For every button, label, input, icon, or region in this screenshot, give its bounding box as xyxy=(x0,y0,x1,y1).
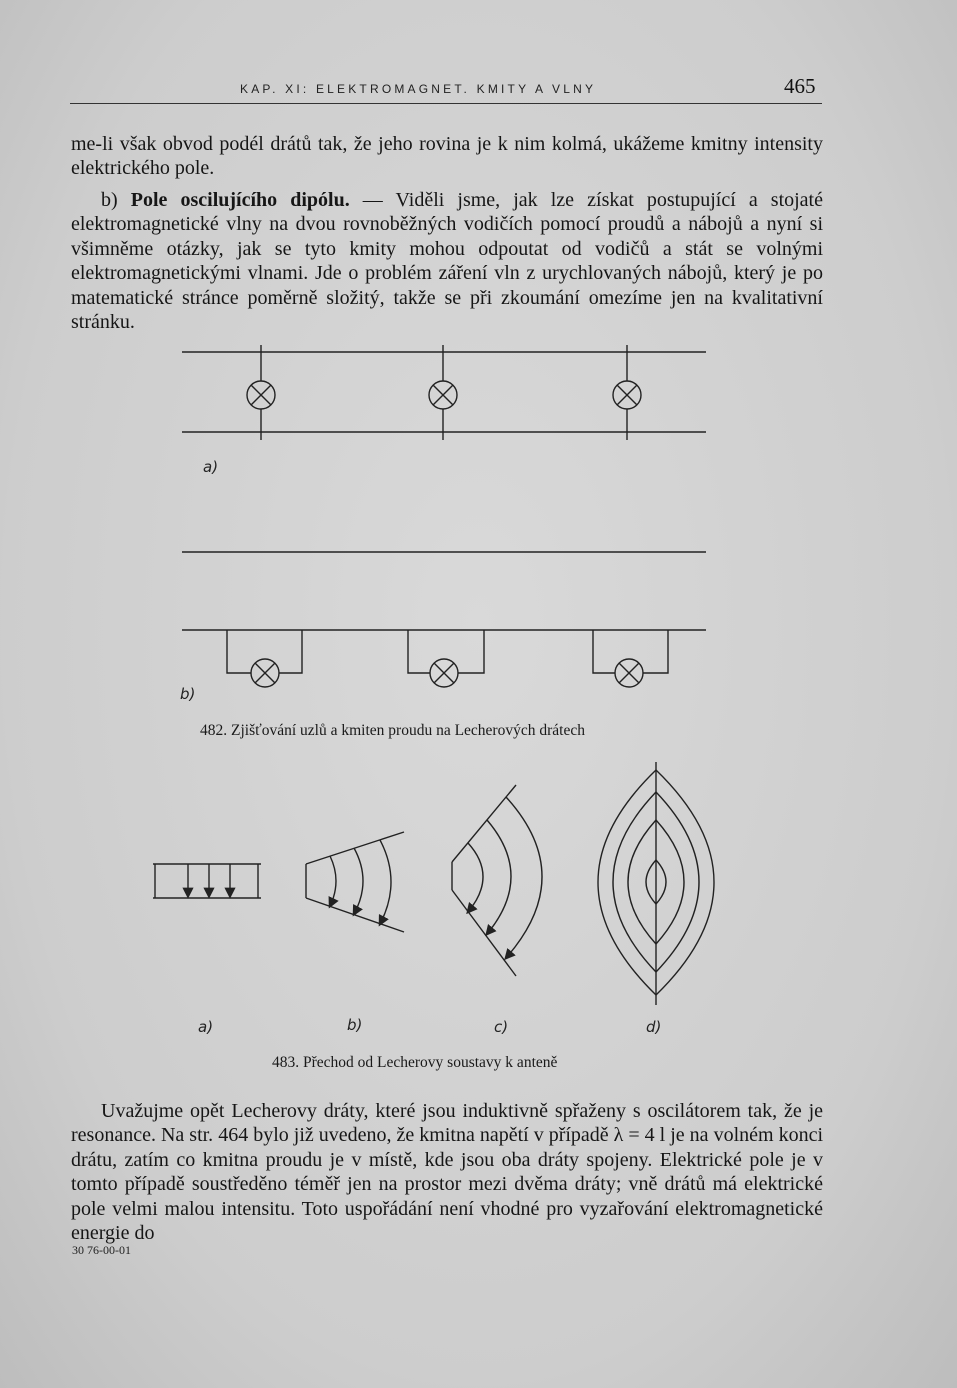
figure-483-b xyxy=(306,832,404,932)
running-title: KAP. XI: ELEKTROMAGNET. KMITY A VLNY xyxy=(240,82,597,96)
bulb-a-2 xyxy=(429,345,457,440)
section-b-heading: Pole oscilujícího dipólu. xyxy=(130,189,350,211)
paragraph-bottom xyxy=(71,1099,823,1245)
section-b-prefix: b) xyxy=(101,189,131,211)
paragraph-top-text: me-li však obvod podél drátů tak, že jeho rovina je k nim kolmá, ukážeme kmitny intensity elektrického pole. xyxy=(71,133,823,180)
figure-482 xyxy=(0,335,957,715)
figure-482-caption: 482. Zjišťování uzlů a kmiten proudu na Lecherových drátech xyxy=(200,722,585,739)
section-b xyxy=(71,188,823,334)
figure-483 xyxy=(0,750,957,1050)
section-b-text: — Viděli jsme, jak lze získat postupující a stojaté elektromagnetické vlny na dvou rovnoběžných vodičích pomocí proudů a nábojů a nyní si všimněme otázky, jak se tyto kmity mohou odpoutat od vodičů a stát se volnými elektromagnetickými vlnami. Jde o problém záření vln z urychlovaných nábojů, který je po matematické stránce poměrně složitý, takže se při zkoumání omezíme jen na kvalitativní stránku. xyxy=(71,189,823,334)
bulb-b-1 xyxy=(227,630,302,687)
figure-483-caption: 483. Přechod od Lecherovy soustavy k anteně xyxy=(272,1054,558,1071)
bulb-b-2 xyxy=(408,630,484,687)
figure-483-label-d: d) xyxy=(646,1018,662,1036)
figure-483-a xyxy=(153,864,261,898)
figure-483-label-a: a) xyxy=(198,1018,214,1036)
figure-483-c xyxy=(452,785,542,976)
printer-signature: 30 76-00-01 xyxy=(72,1243,131,1257)
figure-483-d xyxy=(598,762,714,1005)
bulb-b-3 xyxy=(593,630,668,687)
bulb-a-3 xyxy=(613,345,641,440)
header-rule xyxy=(70,103,822,104)
figure-483-label-b: b) xyxy=(347,1016,363,1034)
paragraph-top xyxy=(71,132,823,181)
figure-482-label-a: a) xyxy=(203,458,219,476)
paragraph-bottom-text: Uvažujme opět Lecherovy dráty, které jsou induktivně spřaženy s oscilátorem tak, že je resonance. Na str. 464 bylo již uvedeno, že kmitna napětí v případě λ = 4 l je na volném konci drátu, zatím co kmitna proudu je v místě, kde jsou oba dráty spojeny. Elektrické pole je v tomto případě soustředěno téměř jen na prostor mezi dvěma dráty; vně drátů má elektrické pole velmi malou intensitu. Toto uspořádání není vhodné pro vyzařování elektromagnetické energie do xyxy=(71,1100,823,1245)
page-number: 465 xyxy=(784,74,816,98)
figure-482-label-b: b) xyxy=(180,685,196,703)
figure-483-label-c: c) xyxy=(494,1018,509,1036)
section-b-paragraph xyxy=(71,188,823,334)
bulb-a-1 xyxy=(247,345,275,440)
